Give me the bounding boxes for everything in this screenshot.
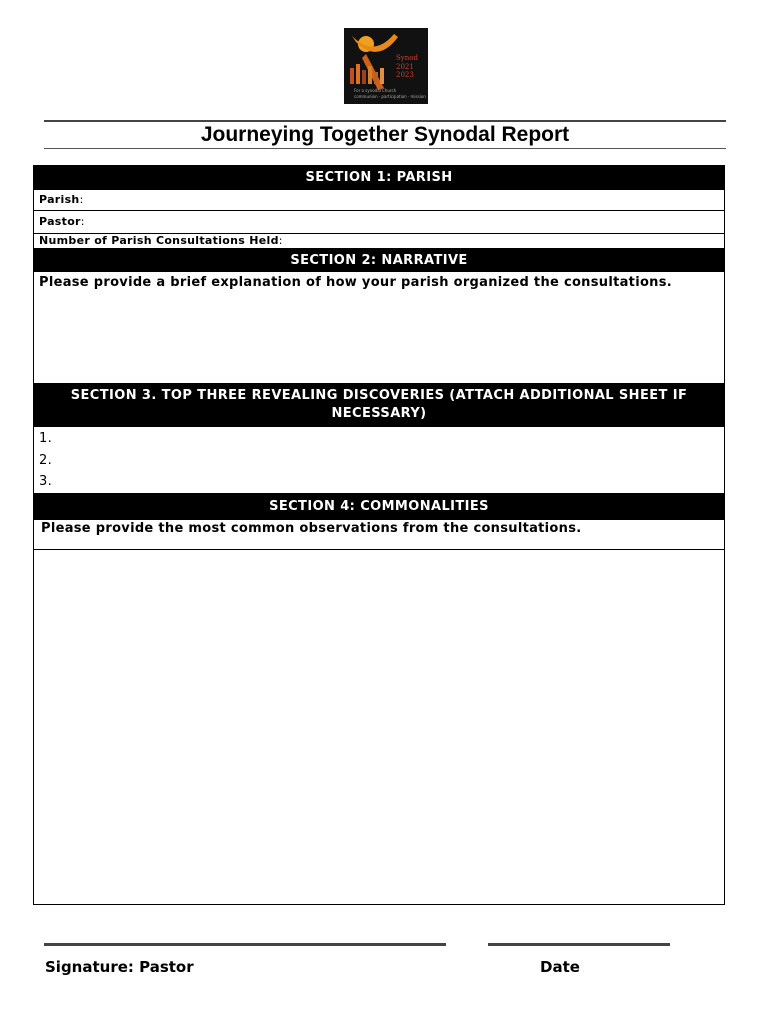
pastor-field[interactable] bbox=[33, 211, 725, 234]
discovery-item-2: 2. bbox=[39, 453, 53, 468]
discovery-item-3: 3. bbox=[39, 474, 53, 489]
parish-colon: : bbox=[79, 193, 84, 206]
logo-word: Synod bbox=[396, 54, 418, 62]
logo-year-top: 2021 bbox=[396, 63, 414, 71]
logo-tagline: For a synodal Church bbox=[354, 88, 397, 93]
section1-header: SECTION 1: PARISH bbox=[33, 165, 725, 190]
parish-field[interactable] bbox=[33, 190, 725, 211]
consultations-field[interactable] bbox=[33, 234, 725, 248]
title-rule-bottom bbox=[44, 148, 726, 149]
narrative-prompt: Please provide a brief explanation of how your parish organized the consultations. bbox=[39, 275, 673, 290]
discoveries-field[interactable] bbox=[33, 427, 725, 493]
commonalities-prompt: Please provide the most common observations from the consultations. bbox=[41, 521, 582, 536]
date-label: Date bbox=[540, 958, 580, 976]
logo-subtag: communion · participation · mission bbox=[354, 94, 426, 99]
discovery-item-1: 1. bbox=[39, 431, 53, 446]
commonalities-prompt-row bbox=[33, 520, 725, 550]
signature-pastor-label: Signature: Pastor bbox=[45, 958, 194, 976]
narrative-field[interactable] bbox=[33, 272, 725, 383]
page-title: Journeying Together Synodal Report bbox=[200, 123, 570, 146]
section2-header: SECTION 2: NARRATIVE bbox=[33, 248, 725, 272]
pastor-label: Pastor bbox=[39, 215, 81, 228]
date-line[interactable] bbox=[488, 943, 670, 946]
section3-header: SECTION 3. TOP THREE REVEALING DISCOVERIES (ATTACH ADDITIONAL SHEET IF NECESSARY) bbox=[33, 383, 725, 427]
pastor-colon: : bbox=[80, 215, 85, 228]
consultations-label: Number of Parish Consultations Held bbox=[39, 234, 279, 247]
logo-year-bottom: 2023 bbox=[396, 71, 414, 79]
signature-line[interactable] bbox=[44, 943, 446, 946]
section4-header: SECTION 4: COMMONALITIES bbox=[33, 493, 725, 520]
commonalities-field[interactable] bbox=[33, 550, 725, 905]
consultations-colon: : bbox=[278, 234, 283, 247]
synod-logo bbox=[344, 28, 428, 104]
parish-label: Parish bbox=[39, 193, 80, 206]
